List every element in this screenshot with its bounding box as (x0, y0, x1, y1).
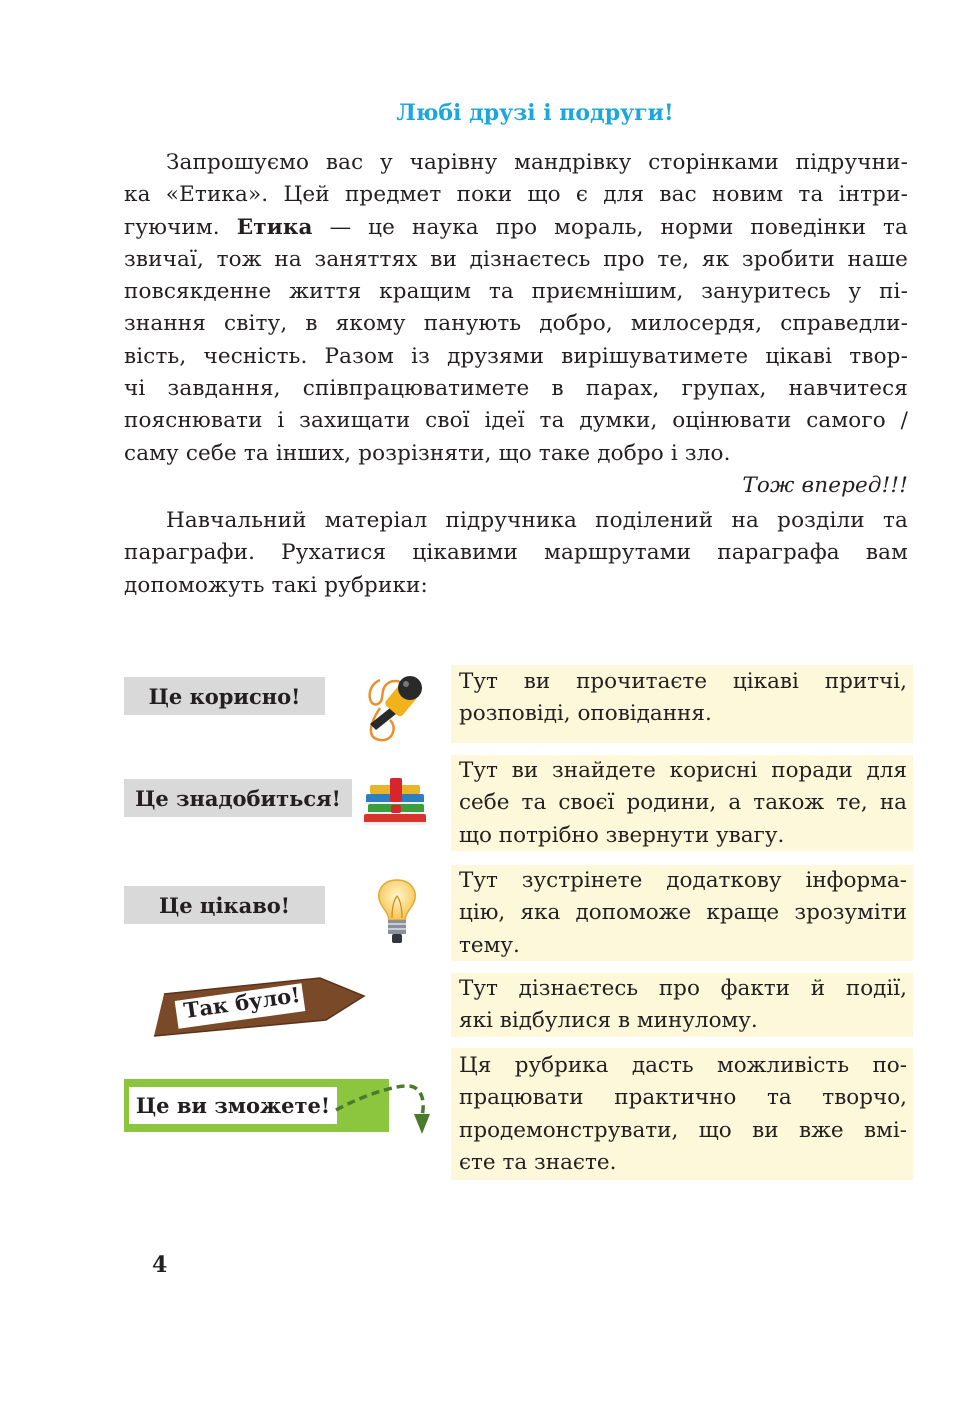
desc-line: продемонструвати, що ви вже вмі- (459, 1117, 907, 1143)
desc-line: що потрібно звернути увагу. (459, 822, 785, 848)
desc-line: Тут ви знайдете корисні поради для (459, 758, 907, 783)
desc-line: єте та знаєте. (459, 1149, 617, 1175)
text-line: звичаї, тож на заняттях ви дізнаєтесь про те, як зробити наше (124, 246, 908, 272)
microphone-icon (360, 668, 430, 746)
page-number: 4 (152, 1252, 168, 1278)
text-line: пояснювати і захищати свої ідеї та думки, оцінювати самого / (124, 408, 908, 434)
desc-line: тему. (459, 932, 520, 958)
text-line: ка «Етика». Цей предмет поки що є для вас новим та інтри- (124, 182, 908, 208)
desc-line: Тут дізнаєтесь про факти й події, (459, 976, 907, 1001)
desc-line: Тут ви прочитаєте цікаві притчі, (459, 669, 907, 694)
signoff: Тож вперед!!! (742, 472, 908, 498)
text-line: гуючим. Етика — це наука про мораль, норми поведінки та (124, 214, 909, 240)
rubric-description-needed (451, 755, 913, 851)
desc-line: цію, яка допоможе краще зрозуміти (459, 900, 907, 926)
desc-line: себе та своєї родини, а також те, на (459, 790, 907, 816)
rubric-label-useful (124, 677, 325, 715)
lightbulb-icon (374, 878, 420, 946)
text-line: допоможуть такі рубрики: (124, 572, 428, 598)
text-line: саму себе та інших, розрізняти, що таке добро і зло. (124, 440, 731, 466)
rubric-description-history (451, 973, 913, 1037)
desc-line: працювати практично та творчо, (459, 1085, 907, 1111)
page-heading: Любі друзі і подруги! (396, 100, 674, 126)
term-etika: Етика (236, 214, 313, 240)
text-line: Запрошуємо вас у чарівну мандрівку сторінками підручни- (166, 150, 908, 175)
rubric-label-text: Це ви зможете! (135, 1093, 331, 1118)
desc-line: Ця рубрика дасть можливість по- (459, 1053, 907, 1078)
books-exclamation-icon (360, 778, 432, 828)
desc-line: Тут зустрінете додаткову інформа- (459, 868, 907, 893)
rubric-description-interesting (451, 865, 913, 961)
text-line: параграфи. Рухатися цікавими маршрутами параграфа вам (124, 540, 908, 566)
text-line: повсякденне життя кращим та приємнішим, зануритесь у пі- (124, 279, 908, 305)
text-line: Навчальний матеріал підручника поділений на розділи та (166, 508, 908, 533)
rubric-label-text: Це цікаво! (158, 892, 291, 918)
desc-line: розповіді, оповідання. (459, 701, 712, 727)
rubric-label-text: Це знадобиться! (135, 785, 341, 811)
rubric-label-text: Це корисно! (148, 683, 301, 709)
second-paragraph (124, 505, 908, 602)
rubric-description-can-do (451, 1048, 913, 1180)
rubric-description-useful (451, 665, 913, 743)
dashed-arrow-icon (334, 1080, 434, 1138)
text-line: вість, чесність. Разом із друзями вирішуватимете цікаві твор- (124, 343, 908, 369)
rubric-label-can-do (129, 1087, 337, 1124)
desc-line: які відбулися в минулому. (459, 1008, 758, 1034)
intro-paragraph (124, 147, 908, 502)
rubric-label-text: Так було! (182, 981, 302, 1024)
rubric-label-interesting (124, 886, 325, 924)
text-line: чі завдання, співпрацюватимете в парах, групах, навчитеся (124, 376, 908, 402)
text-line: знання світу, в якому панують добро, милосердя, справедли- (124, 311, 908, 337)
rubric-label-needed (124, 779, 352, 817)
